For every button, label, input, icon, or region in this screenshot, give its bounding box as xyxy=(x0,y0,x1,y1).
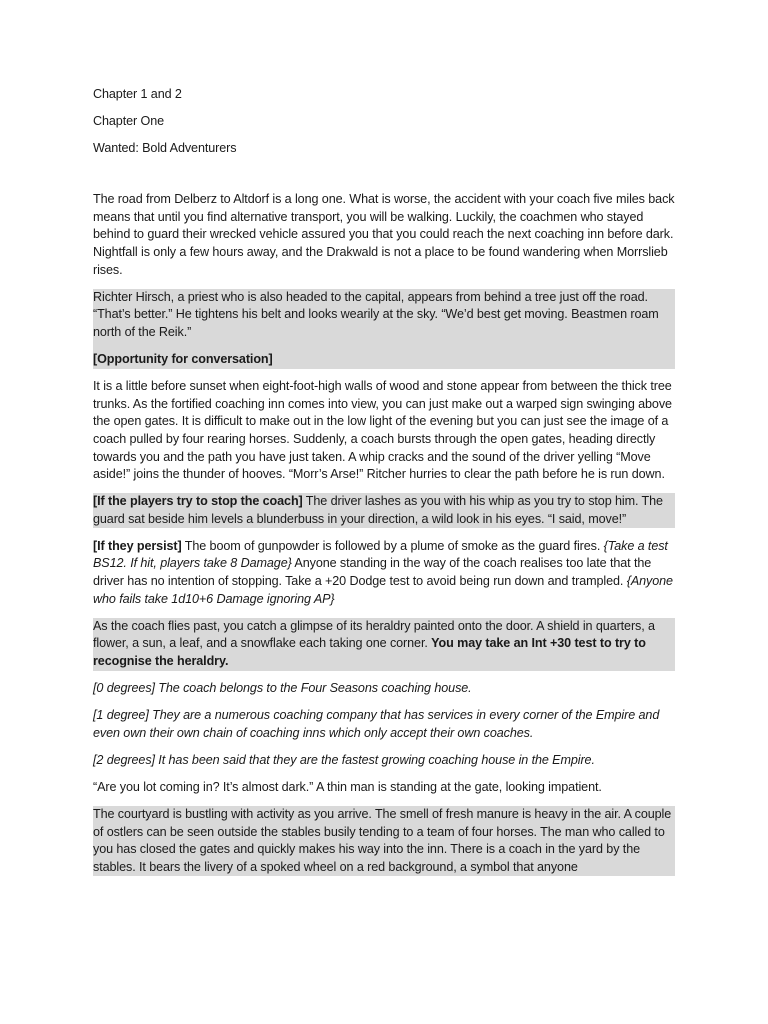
paragraph-gate: “Are you lot coming in? It’s almost dark.” A thin man is standing at the gate, looking impatient. xyxy=(93,779,602,794)
stop-coach-text: The driver lashes as you with his whip as you try to stop him. The guard sat beside him levels a blunderbuss in your direction, a wild look in his eyes. “I said, move!” xyxy=(93,494,663,526)
shaded-block-richter xyxy=(93,289,675,369)
persist-text-2: Anyone standing in the way of the coach realises too late that the driver has no intention of stopping. Take a +20 Dodge test to avoid being run down and trampled. xyxy=(93,556,652,589)
paragraph-road: The road from Delberz to Altdorf is a long one. What is worse, the accident with your coach five miles back means that until you find alternative transport, you will be walking. Luckily, the coachmen who stayed behind to guard their wrecked vehicle assured you that you could reach the next coaching inn before dark. Nightfall is only a few hours away, and the Drakwald is not a place to be found wandering when Morrslieb rises. xyxy=(93,192,675,277)
paragraph-degree-0: [0 degrees] The coach belongs to the Four Seasons coaching house. xyxy=(93,681,472,696)
document-title: Chapter 1 and 2 xyxy=(93,87,182,101)
paragraph-courtyard: The courtyard is bustling with activity as you arrive. The smell of fresh manure is heavy in the air. A couple of ostlers can be seen outside the stables busily tending to a team of four horses. The man who called to you has closed the gates and quickly makes his way into the inn. There is a coach in the yard by the stables. It bears the livery of a spoked wheel on a red background, a symbol that anyone xyxy=(93,806,675,876)
paragraph-richter: Richter Hirsch, a priest who is also headed to the capital, appears from behind a tree just off the road. “That’s better.” He tightens his belt and looks wearily at the sky. “We’d best get moving. Beastmen roam north of the Reik.” xyxy=(93,289,659,339)
paragraph-heraldry xyxy=(93,618,675,671)
paragraph-degree-2: [2 degrees] It has been said that they are the fastest growing coaching house in the Empire. xyxy=(93,752,595,767)
chapter-heading: Chapter One xyxy=(93,114,165,129)
paragraph-sunset: It is a little before sunset when eight-foot-high walls of wood and stone appear from between the thick tree trunks. As the fortified coaching inn comes into view, you can just make out a warped sign swinging above the open gates. It is difficult to make out in the low light of the evening but you can just see the image of a coach pulled by four rearing horses. Suddenly, a coach bursts through the open gates, heading directly towards you and the path you have just taken. A whip cracks and the sound of the driver yelling “Move aside!” joins the thunder of hooves. “Morr’s Arse!” Ritcher hurries to clear the path before he is run down. xyxy=(93,379,672,482)
persist-label: [If they persist] xyxy=(93,538,182,553)
persist-text-1: The boom of gunpowder is followed by a plume of smoke as the guard fires. xyxy=(181,538,604,553)
chapter-subtitle: Wanted: Bold Adventurers xyxy=(93,141,237,156)
heraldry-test: You may take an Int +30 test to try to recognise the heraldry. xyxy=(93,636,646,668)
stop-coach-label: [If the players try to stop the coach] xyxy=(93,494,303,509)
paragraph-stop-coach xyxy=(93,493,675,528)
paragraph-degree-1: [1 degree] They are a numerous coaching company that has services in every corner of the Empire and even own their own chain of coaching inns which only accept their own coaches. xyxy=(93,708,660,740)
spacer xyxy=(93,342,675,352)
spacer xyxy=(93,167,675,191)
persist-damage-note: {Anyone who fails take 1d10+6 Damage ignoring AP} xyxy=(93,574,673,606)
paragraph-persist xyxy=(93,538,675,608)
persist-test-note: {Take a test BS12. If hit, players take 8 Damage} xyxy=(93,538,668,571)
document-page xyxy=(93,86,675,886)
heraldry-text: As the coach flies past, you catch a glimpse of its heraldry painted onto the door. A shield in quarters, a flower, a sun, a leaf, and a snowflake each taking one corner. xyxy=(93,618,655,651)
paragraph-conversation: [Opportunity for conversation] xyxy=(93,352,273,367)
